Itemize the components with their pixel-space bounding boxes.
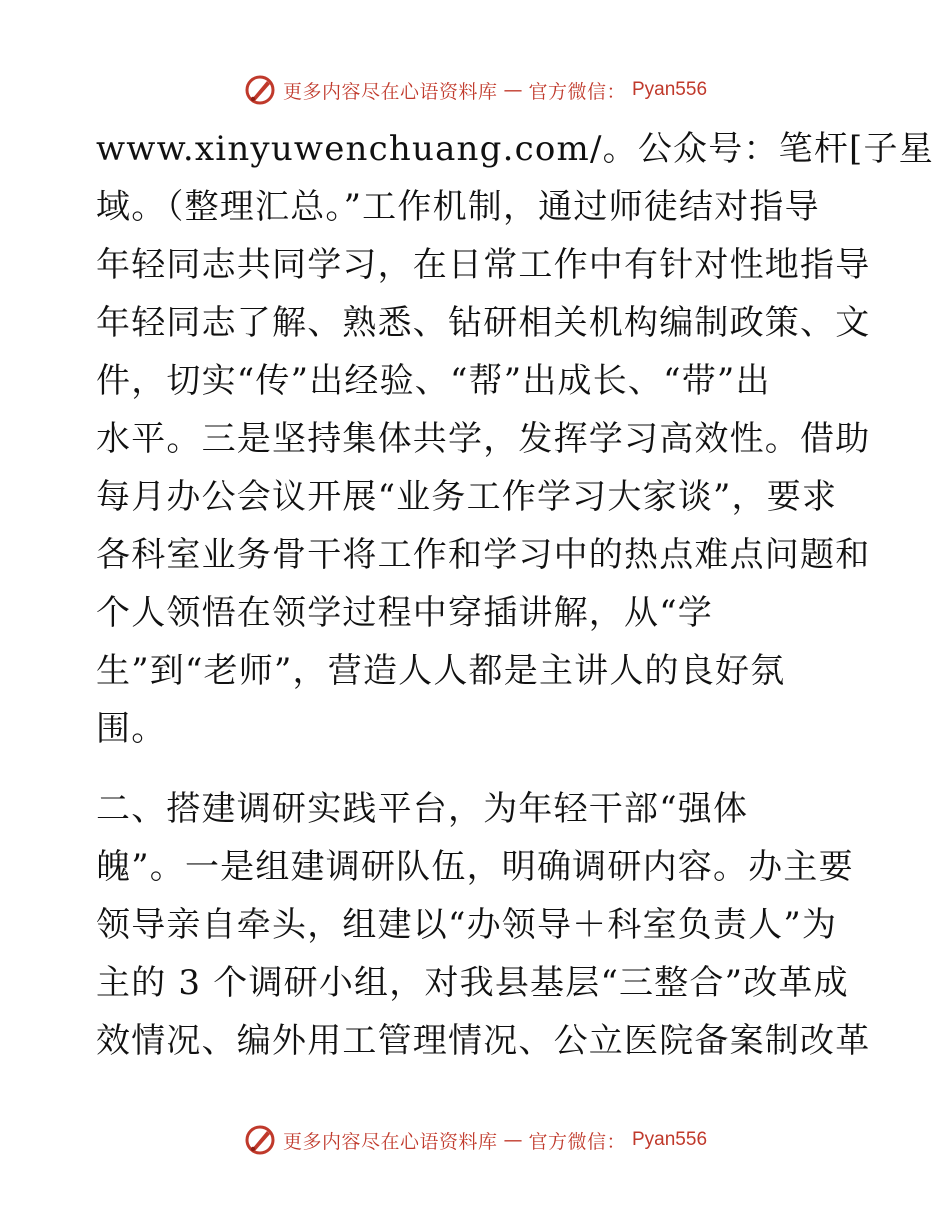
body-line: 年轻同志了解、熟悉、钻研相关机构编制政策、文: [96, 303, 871, 343]
body-line: www.xinyuwenchuang.com/。公众号：笔杆[子星: [96, 129, 934, 169]
body-line: 生”到“老师”，营造人人都是主讲人的良好氛: [96, 651, 786, 691]
watermark-wechat-label: 官方微信：: [528, 80, 626, 103]
body-line: 各科室业务骨干将工作和学习中的热点难点问题和: [96, 535, 871, 575]
body-line: 领导亲自牵头，组建以“办领导＋科室负责人”为: [96, 905, 838, 945]
watermark-header: [0, 70, 950, 110]
watermark-separator: —: [503, 79, 523, 101]
body-line: 水平。三是坚持集体共学，发挥学习高效性。借助: [96, 419, 871, 459]
body-line: 件，切实“传”出经验、“帮”出成长、“带”出: [96, 361, 771, 401]
body-line: 域。（整理汇总。”工作机制，通过师徒结对指导: [96, 187, 820, 227]
watermark-wechat-id: Pyan556: [632, 1129, 708, 1150]
pen-circle-logo-icon: [243, 1123, 277, 1157]
body-line: 个人领悟在领学过程中穿插讲解，从“学: [96, 593, 713, 633]
watermark-text: 更多内容尽在心语资料库: [282, 1130, 498, 1153]
body-line: 每月办公会议开展“业务工作学习大家谈”，要求: [96, 477, 838, 517]
watermark-wechat-label: 官方微信：: [528, 1130, 626, 1153]
body-line: 年轻同志共同学习，在日常工作中有针对性地指导: [96, 245, 871, 285]
watermark-separator: —: [503, 1129, 523, 1151]
document-body: [96, 120, 934, 1070]
body-line: 效情况、编外用工管理情况、公立医院备案制改革: [96, 1021, 871, 1061]
watermark-footer: [0, 1120, 950, 1160]
watermark-wechat-id: Pyan556: [632, 79, 708, 100]
body-line: 主的 3 个调研小组，对我县基层“三整合”改革成: [96, 963, 849, 1003]
pen-circle-logo-icon: [243, 73, 277, 107]
body-line: 魄”。一是组建调研队伍，明确调研内容。办主要: [96, 847, 854, 887]
section-heading-line: 二、搭建调研实践平台，为年轻干部“强体: [96, 789, 749, 829]
body-line: 围。: [96, 709, 167, 749]
watermark-text: 更多内容尽在心语资料库: [282, 80, 498, 103]
